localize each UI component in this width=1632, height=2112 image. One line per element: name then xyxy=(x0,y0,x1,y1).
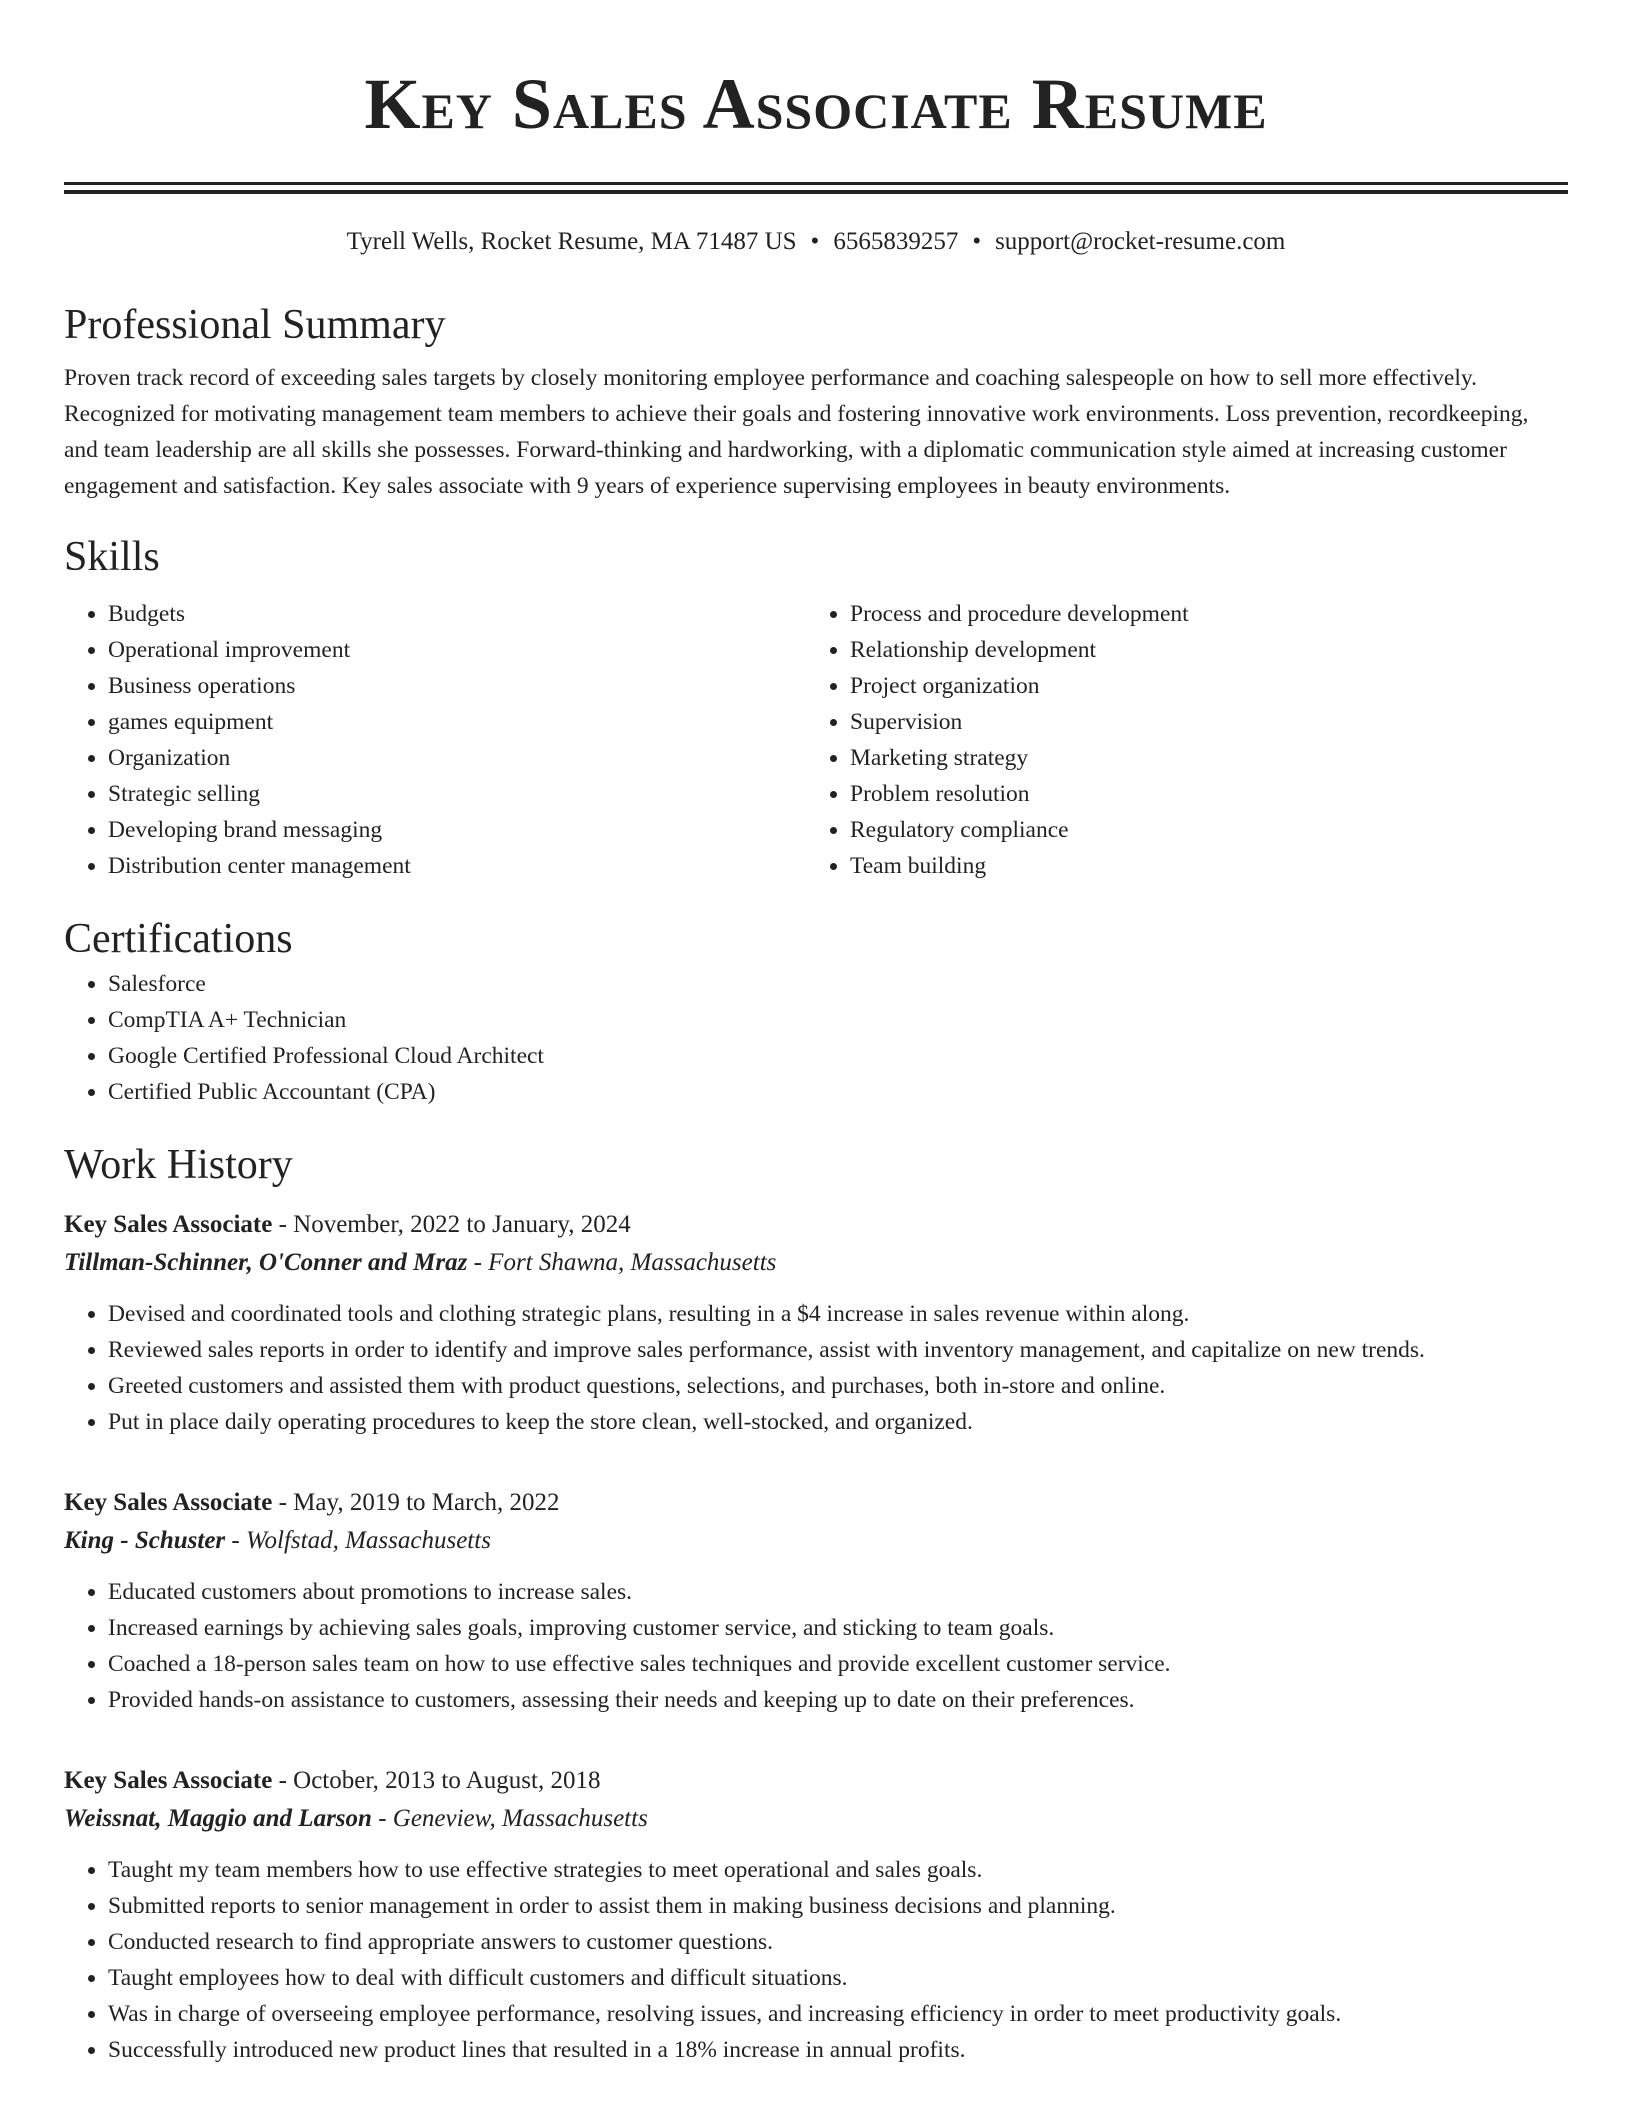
certification-item: • Google Certified Professional Cloud Architect xyxy=(108,1038,1568,1074)
job-role: Key Sales Associate xyxy=(64,1211,273,1238)
certifications-list xyxy=(64,966,1568,1110)
job-duty-item: • Greeted customers and assisted them with product questions, selections, and purchases, both in-store and online. xyxy=(108,1368,1568,1404)
skill-item: • games equipment xyxy=(108,704,806,740)
certification-item: • Certified Public Accountant (CPA) xyxy=(108,1074,1568,1110)
contact-email: support@rocket-resume.com xyxy=(995,228,1286,255)
skill-item: • Regulatory compliance xyxy=(850,812,1548,848)
job-location: - Geneview, Massachusetts xyxy=(371,1805,648,1832)
section-title-skills: Skills xyxy=(64,534,160,580)
job-duty-item: • Coached a 18-person sales team on how to use effective sales techniques and provide excellent customer service. xyxy=(108,1646,1568,1682)
section-title-certifications: Certifications xyxy=(64,916,293,962)
job-duty-item: • Provided hands-on assistance to customers, assessing their needs and keeping up to date on their preferences. xyxy=(108,1682,1568,1718)
contact-separator: • xyxy=(810,228,820,255)
job-location: - Fort Shawna, Massachusetts xyxy=(467,1249,777,1276)
job-role: Key Sales Associate xyxy=(64,1489,273,1516)
job-dates: - October, 2013 to August, 2018 xyxy=(272,1767,601,1794)
job-role: Key Sales Associate xyxy=(64,1767,273,1794)
job-entry xyxy=(64,1762,1568,2068)
job-entry xyxy=(64,1484,1568,1718)
job-company: King - Schuster xyxy=(64,1527,226,1554)
contact-separator: • xyxy=(972,228,982,255)
job-duties-list xyxy=(64,1852,1568,2068)
job-title-line xyxy=(64,1206,1568,1244)
skill-item: • Strategic selling xyxy=(108,776,806,812)
skill-item: • Budgets xyxy=(108,596,806,632)
certification-item: • Salesforce xyxy=(108,966,1568,1002)
job-company: Tillman-Schinner, O'Conner and Mraz xyxy=(64,1249,468,1276)
skill-item: • Developing brand messaging xyxy=(108,812,806,848)
job-duty-item: • Successfully introduced new product lines that resulted in a 18% increase in annual profits. xyxy=(108,2032,1568,2068)
job-duties-list xyxy=(64,1296,1568,1440)
job-location: - Wolfstad, Massachusetts xyxy=(225,1527,491,1554)
skill-item: • Supervision xyxy=(850,704,1548,740)
job-company-line xyxy=(64,1800,1568,1838)
job-duties-list xyxy=(64,1574,1568,1718)
skill-item: • Operational improvement xyxy=(108,632,806,668)
job-company-line xyxy=(64,1522,1568,1560)
title-double-rule xyxy=(64,182,1568,194)
job-duty-item: • Put in place daily operating procedures to keep the store clean, well-stocked, and organized. xyxy=(108,1404,1568,1440)
skill-item: • Distribution center management xyxy=(108,848,806,884)
summary-text: Proven track record of exceeding sales targets by closely monitoring employee performance and coaching salespeople on how to sell more effectively. Recognized for motivating management team members to achieve their goals and fostering innovative work environments. Loss prevention, recordkeeping, and team leadership are all skills she possesses. Forward-thinking and hardworking, with a diplomatic communication style aimed at increasing customer engagement and satisfaction. Key sales associate with 9 years of experience supervising employees in beauty environments. xyxy=(64,365,1529,499)
skills-column-right xyxy=(806,596,1548,884)
job-duty-item: • Increased earnings by achieving sales goals, improving customer service, and sticking to team goals. xyxy=(108,1610,1568,1646)
contact-line xyxy=(64,226,1568,258)
job-duty-item: • Taught my team members how to use effective strategies to meet operational and sales goals. xyxy=(108,1852,1568,1888)
job-dates: - November, 2022 to January, 2024 xyxy=(272,1211,631,1238)
professional-summary-section xyxy=(64,298,1568,504)
skill-item: • Team building xyxy=(850,848,1548,884)
certification-item: • CompTIA A+ Technician xyxy=(108,1002,1568,1038)
skill-item: • Relationship development xyxy=(850,632,1548,668)
skill-item: • Marketing strategy xyxy=(850,740,1548,776)
skill-item: • Problem resolution xyxy=(850,776,1548,812)
job-dates: - May, 2019 to March, 2022 xyxy=(272,1489,560,1516)
job-company: Weissnat, Maggio and Larson xyxy=(64,1805,372,1832)
job-entry xyxy=(64,1206,1568,1440)
skills-list-right xyxy=(806,596,1548,884)
section-title-work-history: Work History xyxy=(64,1142,293,1188)
skills-columns xyxy=(64,596,1568,884)
contact-address: Tyrell Wells, Rocket Resume, MA 71487 US xyxy=(346,228,797,255)
skill-item: • Project organization xyxy=(850,668,1548,704)
job-duty-item: • Educated customers about promotions to increase sales. xyxy=(108,1574,1568,1610)
skills-list-left xyxy=(64,596,806,884)
skill-item: • Organization xyxy=(108,740,806,776)
section-title-summary: Professional Summary xyxy=(64,302,446,348)
certifications-section xyxy=(64,912,1568,1110)
job-title-line xyxy=(64,1762,1568,1800)
job-duty-item: • Submitted reports to senior management in order to assist them in making business decisions and planning. xyxy=(108,1888,1568,1924)
resume-title: Key Sales Associate Resume xyxy=(364,64,1268,144)
job-duty-item: • Was in charge of overseeing employee performance, resolving issues, and increasing efficiency in order to meet productivity goals. xyxy=(108,1996,1568,2032)
job-company-line xyxy=(64,1244,1568,1282)
contact-phone: 6565839257 xyxy=(833,228,959,255)
skills-column-left xyxy=(64,596,806,884)
skills-section xyxy=(64,530,1568,884)
job-duty-item: • Conducted research to find appropriate answers to customer questions. xyxy=(108,1924,1568,1960)
job-duty-item: • Taught employees how to deal with difficult customers and difficult situations. xyxy=(108,1960,1568,1996)
skill-item: • Business operations xyxy=(108,668,806,704)
skill-item: • Process and procedure development xyxy=(850,596,1548,632)
job-title-line xyxy=(64,1484,1568,1522)
work-history-section xyxy=(64,1138,1568,2068)
job-duty-item: • Devised and coordinated tools and clothing strategic plans, resulting in a $4 increase in sales revenue within along. xyxy=(108,1296,1568,1332)
job-duty-item: • Reviewed sales reports in order to identify and improve sales performance, assist with inventory management, and capitalize on new trends. xyxy=(108,1332,1568,1368)
